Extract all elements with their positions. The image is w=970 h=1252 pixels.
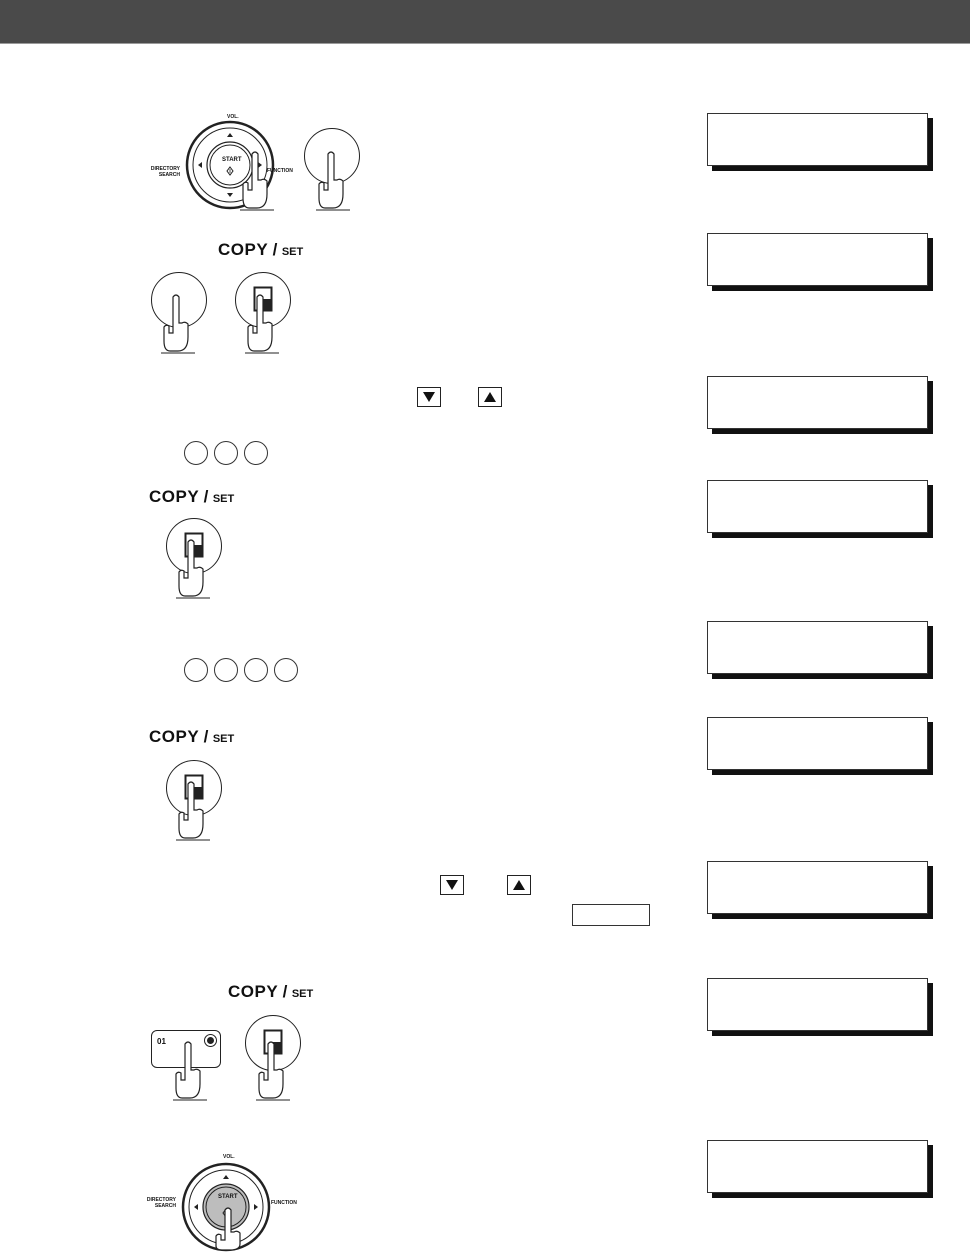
copy-text: COPY: [228, 982, 279, 1001]
pointing-hand-icon: [161, 293, 195, 355]
copy-set-label-1: [218, 240, 303, 260]
set-text: SET: [281, 246, 304, 258]
pointing-hand-icon: [256, 1040, 290, 1102]
function-label: FUNCTION: [271, 1200, 297, 1206]
inline-key-box: [572, 904, 650, 926]
copy-set-label-3: [149, 727, 234, 747]
set-text: SET: [212, 493, 235, 505]
pointing-hand-icon: [245, 293, 279, 355]
one-touch-number: 01: [157, 1037, 166, 1046]
directory-search-label: DIRECTORY SEARCH: [146, 1197, 176, 1209]
up-arrow-icon: [513, 879, 525, 891]
set-text: SET: [291, 988, 314, 1000]
lcd-display-9: [707, 1140, 928, 1193]
pointing-hand-icon: [213, 1206, 247, 1250]
lcd-display-2: [707, 233, 928, 286]
copy-text: COPY: [149, 727, 200, 746]
pointing-hand-icon: [176, 538, 210, 600]
lcd-display-7: [707, 861, 928, 914]
lcd-display-1: [707, 113, 928, 166]
start-label: START: [222, 157, 242, 163]
copy-set-label-4: [228, 982, 313, 1002]
slash-text: /: [282, 982, 288, 1001]
number-key[interactable]: [214, 441, 238, 465]
down-arrow-icon: [423, 391, 435, 403]
copy-text: COPY: [149, 487, 200, 506]
number-key[interactable]: [274, 658, 298, 682]
start-label: START: [218, 1194, 238, 1200]
number-key[interactable]: [214, 658, 238, 682]
pointing-hand-icon: [173, 1040, 207, 1102]
lcd-display-8: [707, 978, 928, 1031]
up-arrow-key-1[interactable]: [478, 387, 502, 407]
down-arrow-icon: [446, 879, 458, 891]
up-arrow-icon: [484, 391, 496, 403]
lcd-display-5: [707, 621, 928, 674]
copy-text: COPY: [218, 240, 269, 259]
vol-label: VOL.: [227, 114, 239, 120]
number-key[interactable]: [244, 441, 268, 465]
slash-text: /: [272, 240, 278, 259]
set-text: SET: [212, 733, 235, 745]
lcd-display-4: [707, 480, 928, 533]
header-divider: [0, 43, 970, 44]
number-key[interactable]: [184, 658, 208, 682]
lcd-display-6: [707, 717, 928, 770]
directory-search-label: DIRECTORY SEARCH: [150, 166, 180, 178]
up-arrow-key-2[interactable]: [507, 875, 531, 895]
number-key[interactable]: [244, 658, 268, 682]
number-key[interactable]: [184, 441, 208, 465]
pointing-hand-icon: [240, 150, 274, 212]
pointing-hand-icon: [316, 150, 350, 212]
down-arrow-key-1[interactable]: [417, 387, 441, 407]
vol-label: VOL.: [223, 1154, 235, 1160]
function-label: FUNCTION: [267, 168, 293, 174]
copy-set-label-2: [149, 487, 234, 507]
slash-text: /: [203, 487, 209, 506]
slash-text: /: [203, 727, 209, 746]
page-header-bar: [0, 0, 970, 43]
pointing-hand-icon: [176, 780, 210, 842]
down-arrow-key-2[interactable]: [440, 875, 464, 895]
lcd-display-3: [707, 376, 928, 429]
